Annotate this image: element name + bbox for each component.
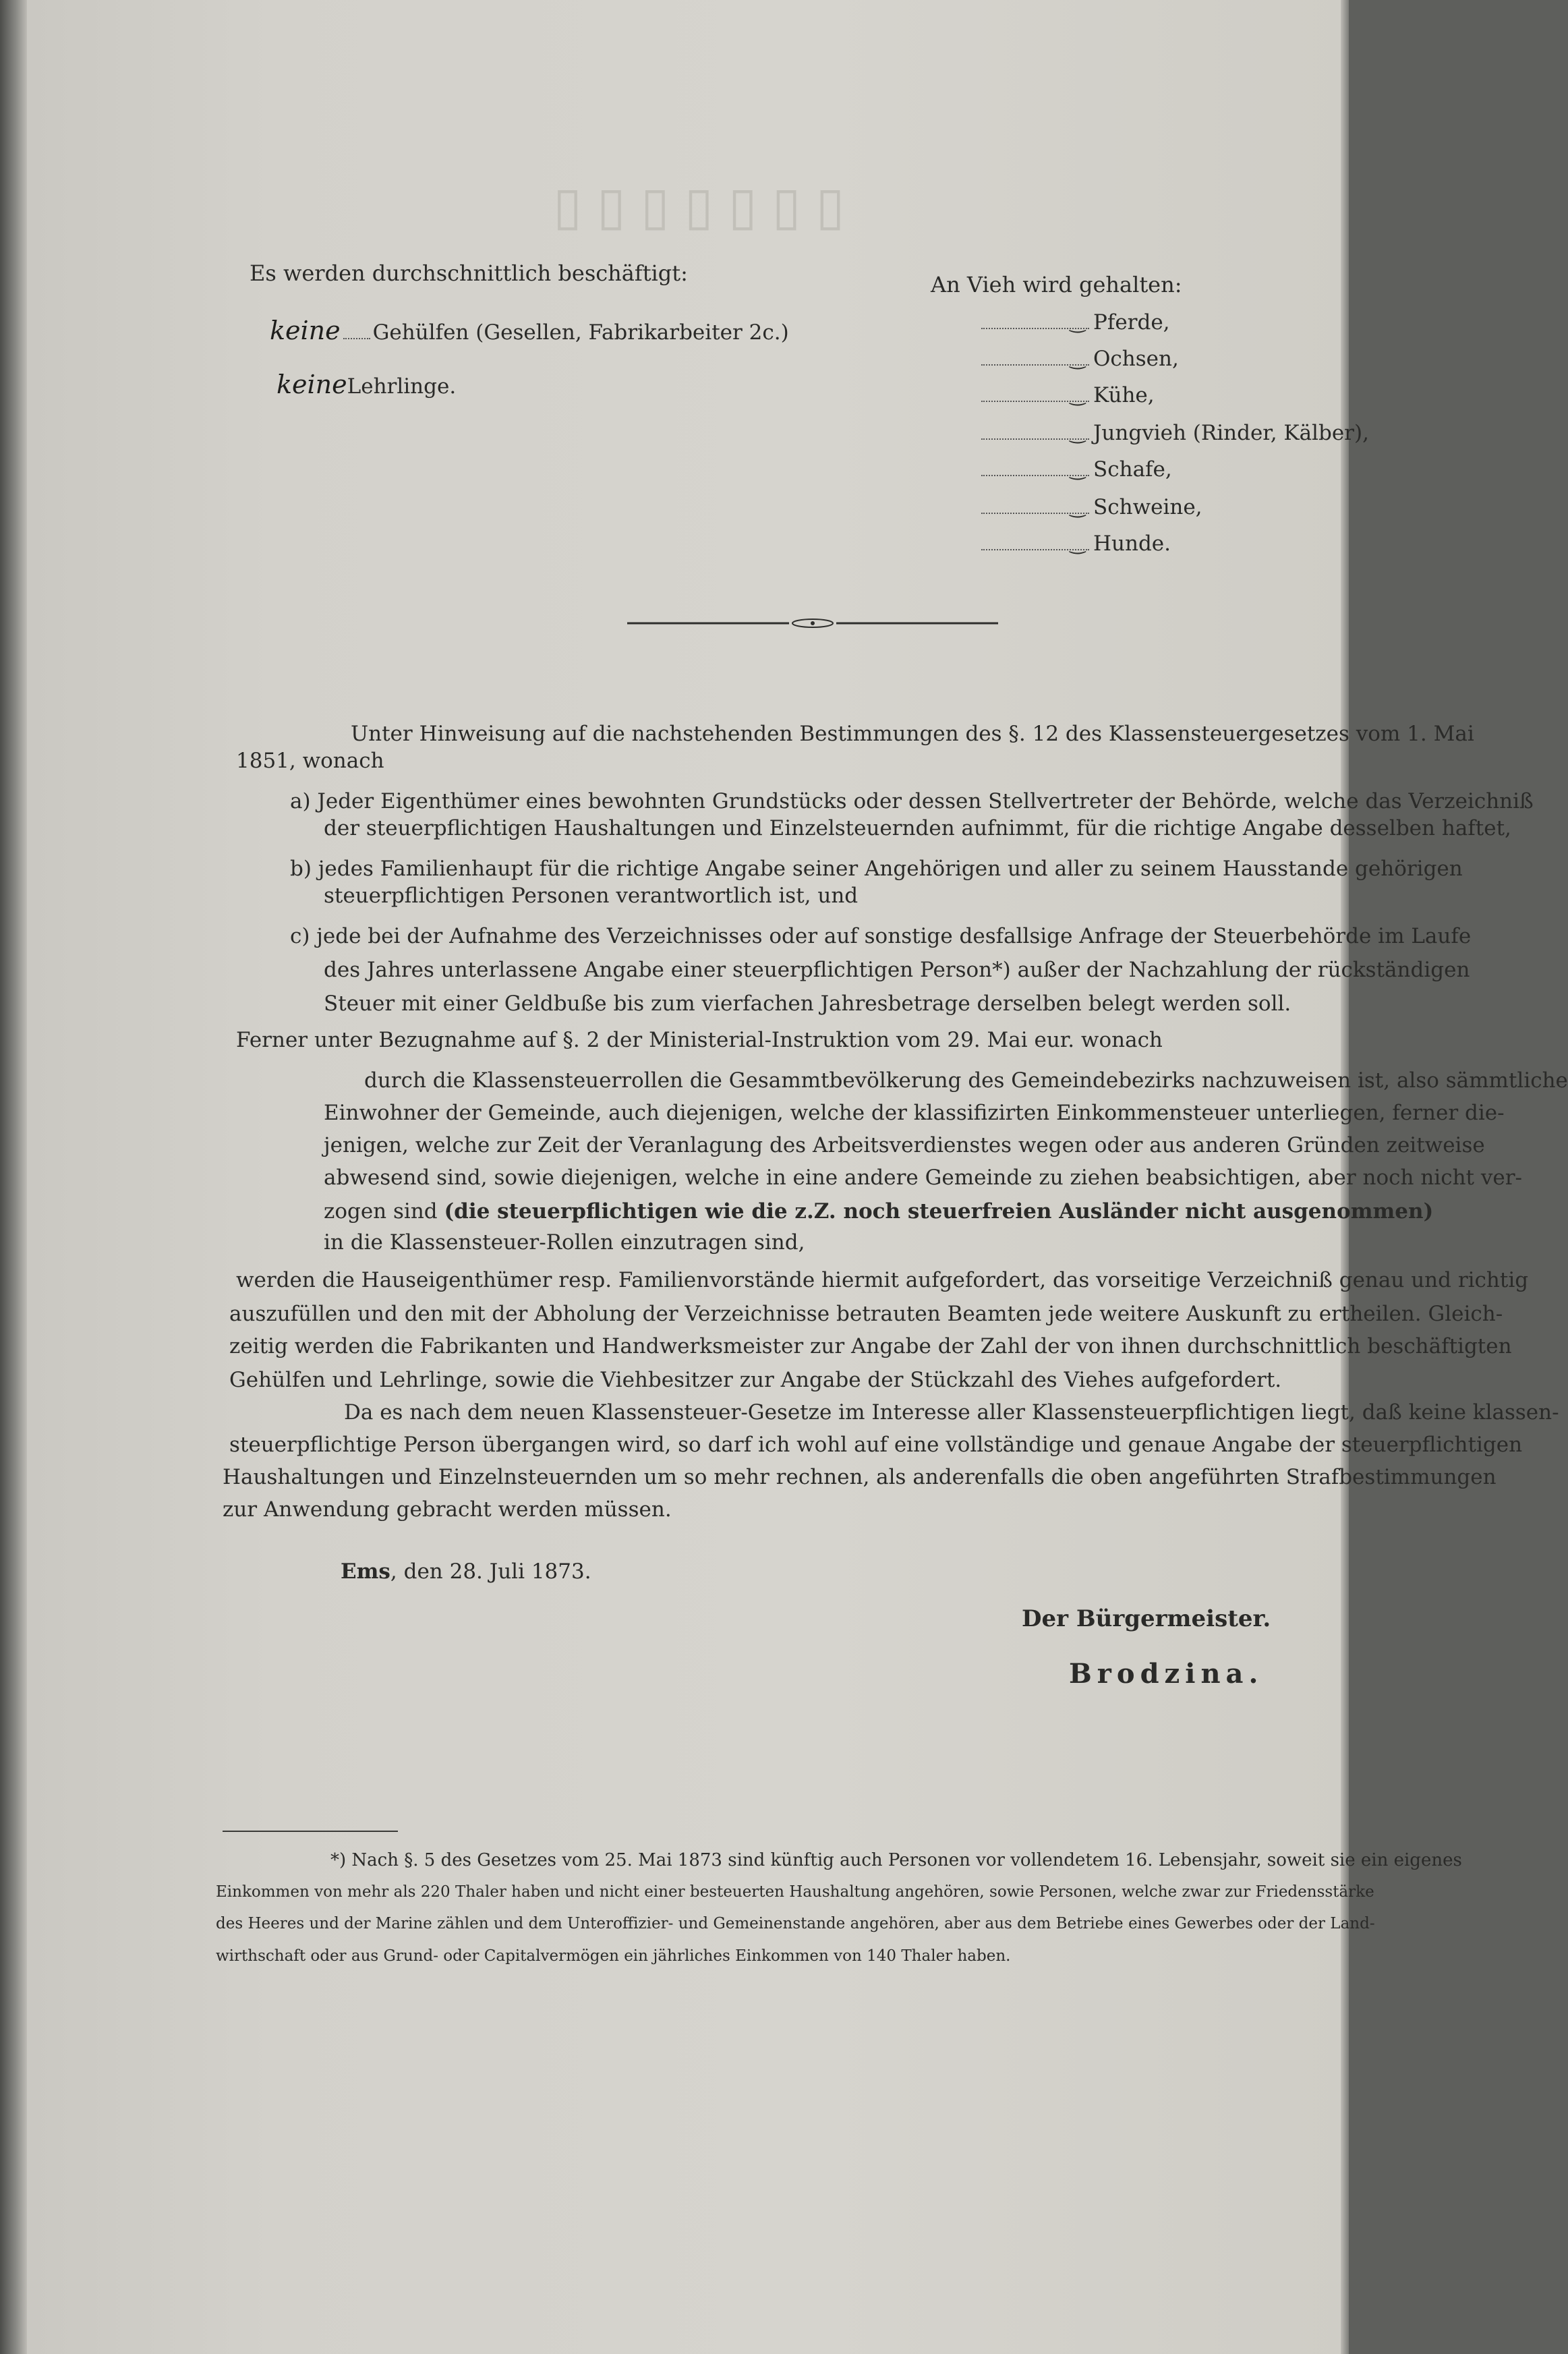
apprentices-row (277, 371, 456, 400)
footnote-line-3: des Heeres und der Marine zählen und dem Unteroffizier- und Gemeinenstande angehören, aber aus dem Betriebe eines Gewerbes oder der Land- (216, 1915, 1375, 1932)
footnote-line-1: *) Nach §. 5 des Gesetzes vom 25. Mai 1873 sind künftig auch Personen vor vollendetem 16. Lebensjahr, soweit sie ein eigenes (330, 1850, 1462, 1870)
mayor-name: Brodzina. (1069, 1658, 1264, 1690)
livestock-item-pigs: ‿Schweine, (981, 494, 1202, 521)
livestock-blank (981, 328, 1089, 329)
livestock-item-dogs: ‿Hunde. (981, 530, 1171, 557)
book-binding-edge (0, 0, 27, 2354)
closing-line-3: Haushaltungen und Einzelnsteuernden um so mehr rechnen, als anderenfalls die oben angeführten Strafbestimmungen (223, 1465, 1497, 1489)
mayor-title: Der Bürgermeister. (1022, 1605, 1271, 1632)
livestock-item-cows: ‿Kühe, (981, 382, 1155, 409)
livestock-blank (981, 401, 1089, 402)
request-line-2: auszufüllen und den mit der Abholung der Verzeichnisse betrauten Beamten jede weitere Auskunft zu ertheilen. Gleich- (229, 1302, 1503, 1326)
intro-line-1: Unter Hinweisung auf die nachstehenden Bestimmungen des §. 12 des Klassensteuergesetzes vom 1. Mai (351, 722, 1474, 746)
clause-a-line-2: der steuerpflichtigen Haushaltungen und Einzelsteuernden aufnimmt, für die richtige Angabe desselben haftet, (324, 816, 1511, 840)
instruction-line-5 (324, 1198, 1433, 1225)
request-line-1: werden die Hauseigenthümer resp. Familienvorstände hiermit aufgefordert, das vorseitige Verzeichniß genau und richtig (236, 1268, 1529, 1292)
livestock-item-young-cattle: ‿Jungvieh (Rinder, Kälber), (981, 420, 1369, 447)
closing-line-2: steuerpflichtige Person übergangen wird, so darf ich wohl auf eine vollständige und genaue Angabe der steuerpflichtigen (229, 1433, 1523, 1457)
livestock-blank (981, 513, 1089, 514)
instruction-line-5-start: zogen sind (324, 1199, 438, 1224)
clause-c-line-3: Steuer mit einer Geldbuße bis zum vierfachen Jahresbetrage derselben belegt werden soll. (324, 992, 1291, 1016)
livestock-heading: An Vieh wird gehalten: (931, 272, 1182, 297)
instruction-line-2: Einwohner der Gemeinde, auch diejenigen, welche der klassifizirten Einkommensteuer unterliegen, ferner die- (324, 1101, 1505, 1125)
instruction-line-4: abwesend sind, sowie diejenigen, welche in eine andere Gemeinde zu ziehen beabsichtigen, aber noch nicht ver- (324, 1166, 1523, 1190)
assistants-dots (343, 338, 370, 339)
livestock-blank (981, 364, 1089, 366)
ferner-line: Ferner unter Bezugnahme auf §. 2 der Ministerial-Instruktion vom 29. Mai eur. wonach (236, 1028, 1163, 1052)
instruction-line-6: in die Klassensteuer-Rollen einzutragen sind, (324, 1230, 805, 1255)
assistants-label: Gehülfen (Gesellen, Fabrikarbeiter 2c.) (372, 320, 789, 345)
employment-heading: Es werden durchschnittlich beschäftigt: (250, 260, 688, 286)
footnote-line-2: Einkommen von mehr als 220 Thaler haben und nicht einer besteuerten Haushaltung angehören, sowie Personen, welche zwar zur Friedensstärke (216, 1883, 1374, 1901)
assistants-count: keine (270, 316, 341, 345)
closing-line-1: Da es nach dem neuen Klassensteuer-Gesetze im Interesse aller Klassensteuerpflichtigen liegt, daß keine klassen- (344, 1400, 1559, 1425)
closing-line-4: zur Anwendung gebracht werden müssen. (223, 1497, 672, 1522)
livestock-item-sheep: ‿Schafe, (981, 456, 1172, 483)
foreigners-note: (die steuerpflichtigen wie die z.Z. noch steuerfreien Ausländer nicht ausgenommen) (444, 1199, 1434, 1224)
clause-c-line-2: des Jahres unterlassene Angabe einer steuerpflichtigen Person*) außer der Nachzahlung der rückständigen (324, 958, 1470, 982)
livestock-blank (981, 549, 1089, 550)
clause-b-line-2: steuerpflichtigen Personen verantwortlich ist, und (324, 884, 859, 908)
date: , den 28. Juli 1873. (390, 1559, 591, 1584)
ornamental-divider (627, 619, 998, 628)
place: Ems (341, 1559, 390, 1584)
apprentices-label: Lehrlinge. (347, 374, 457, 399)
request-line-4: Gehülfen und Lehrlinge, sowie die Viehbesitzer zur Angabe der Stückzahl des Viehes aufgefordert. (229, 1368, 1282, 1392)
place-date (341, 1558, 591, 1585)
clause-b-line-1: b) jedes Familienhaupt für die richtige Angabe seiner Angehörigen und aller zu seinem Hausstande gehörigen (290, 857, 1463, 881)
clause-a-line-1: a) Jeder Eigenthümer eines bewohnten Grundstücks oder dessen Stellvertreter der Behörde, welche das Verzeichniß (290, 789, 1534, 813)
show-through-heading: ▯▯▯▯▯▯▯ (553, 175, 860, 237)
intro-line-2: 1851, wonach (236, 749, 384, 773)
instruction-line-1: durch die Klassensteuerrollen die Gesammtbevölkerung des Gemeindebezirks nachzuweisen ist, also sämmtliche (364, 1068, 1568, 1093)
livestock-item-horses: ‿Pferde, (981, 309, 1170, 336)
livestock-item-oxen: ‿Ochsen, (981, 345, 1179, 372)
request-line-3: zeitig werden die Fabrikanten und Handwerksmeister zur Angabe der Zahl der von ihnen durchschnittlich beschäftigten (229, 1334, 1512, 1358)
apprentices-count: keine (277, 370, 347, 399)
assistants-row (270, 317, 789, 346)
clause-c-line-1: c) jede bei der Aufnahme des Verzeichnisses oder auf sonstige desfallsige Anfrage der Steuerbehörde im Laufe (290, 924, 1472, 948)
instruction-line-3: jenigen, welche zur Zeit der Veranlagung des Arbeitsverdienstes wegen oder aus anderen Gründen zeitweise (324, 1133, 1485, 1157)
footnote-line-4: wirthschaft oder aus Grund- oder Capitalvermögen ein jährliches Einkommen von 140 Thaler haben. (216, 1947, 1011, 1965)
livestock-blank (981, 438, 1089, 440)
livestock-blank (981, 475, 1089, 476)
footnote-rule (223, 1831, 398, 1832)
